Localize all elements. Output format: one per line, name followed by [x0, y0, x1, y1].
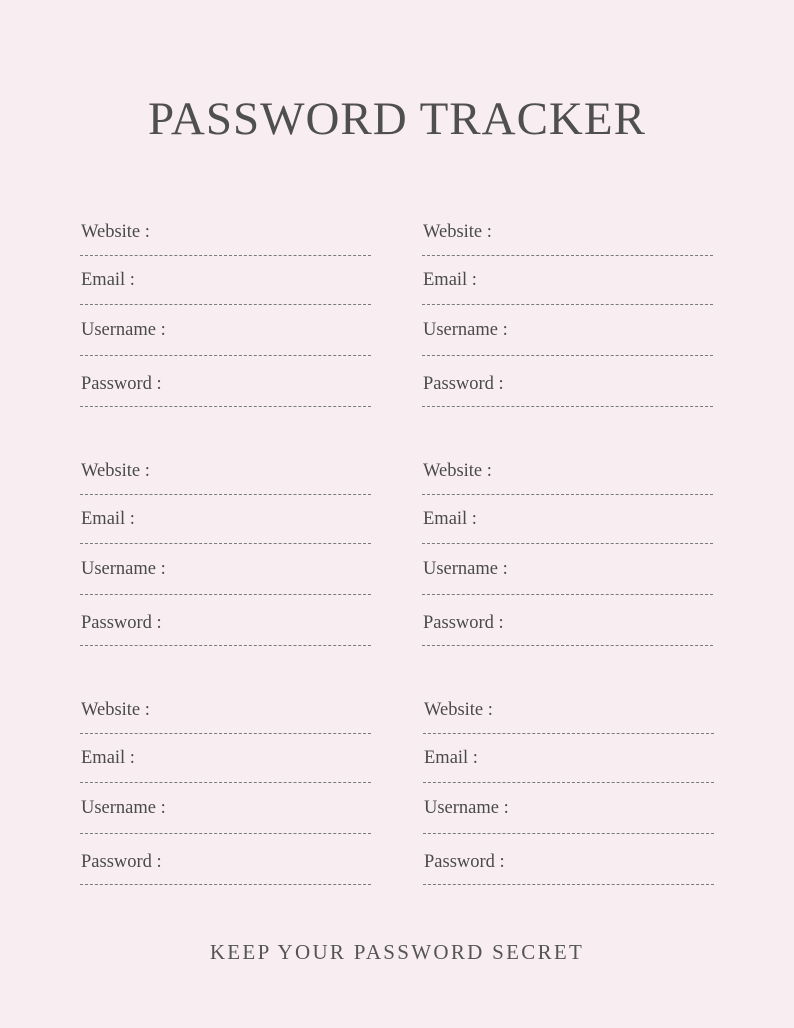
email-field[interactable] [422, 509, 714, 533]
password-write-line[interactable] [422, 645, 713, 646]
email-write-line[interactable] [422, 304, 713, 305]
password-write-line[interactable] [422, 406, 713, 407]
username-field[interactable] [422, 320, 714, 344]
password-field[interactable] [422, 613, 714, 637]
username-write-line[interactable] [423, 833, 714, 834]
password-label: Password : [81, 613, 162, 633]
website-label: Website : [424, 700, 493, 720]
username-field[interactable] [423, 798, 715, 822]
website-field[interactable] [80, 700, 372, 724]
email-field[interactable] [423, 748, 715, 772]
email-label: Email : [81, 270, 135, 290]
email-write-line[interactable] [80, 304, 371, 305]
email-label: Email : [81, 748, 135, 768]
email-label: Email : [423, 509, 477, 529]
username-write-line[interactable] [422, 355, 713, 356]
email-write-line[interactable] [80, 782, 371, 783]
username-label: Username : [81, 798, 166, 818]
username-label: Username : [81, 320, 166, 340]
password-field[interactable] [80, 613, 372, 637]
username-write-line[interactable] [80, 355, 371, 356]
username-write-line[interactable] [422, 594, 713, 595]
password-write-line[interactable] [423, 884, 714, 885]
website-write-line[interactable] [80, 255, 371, 256]
username-label: Username : [423, 559, 508, 579]
password-field[interactable] [423, 852, 715, 876]
email-label: Email : [81, 509, 135, 529]
email-write-line[interactable] [422, 543, 713, 544]
password-write-line[interactable] [80, 645, 371, 646]
website-write-line[interactable] [422, 494, 713, 495]
website-label: Website : [81, 222, 150, 242]
footer-reminder: KEEP YOUR PASSWORD SECRET [209, 940, 585, 964]
website-label: Website : [81, 700, 150, 720]
website-write-line[interactable] [80, 733, 371, 734]
password-label: Password : [81, 852, 162, 872]
website-write-line[interactable] [80, 494, 371, 495]
website-write-line[interactable] [423, 733, 714, 734]
username-label: Username : [423, 320, 508, 340]
email-write-line[interactable] [80, 543, 371, 544]
username-field[interactable] [80, 559, 372, 583]
website-label: Website : [81, 461, 150, 481]
password-write-line[interactable] [80, 406, 371, 407]
username-write-line[interactable] [80, 594, 371, 595]
password-label: Password : [424, 852, 505, 872]
email-label: Email : [423, 270, 477, 290]
email-field[interactable] [80, 748, 372, 772]
email-label: Email : [424, 748, 478, 768]
website-write-line[interactable] [422, 255, 713, 256]
page-title: PASSWORD TRACKER [148, 93, 646, 145]
password-label: Password : [81, 374, 162, 394]
email-field[interactable] [80, 270, 372, 294]
email-field[interactable] [422, 270, 714, 294]
website-label: Website : [423, 461, 492, 481]
username-write-line[interactable] [80, 833, 371, 834]
password-label: Password : [423, 374, 504, 394]
email-write-line[interactable] [423, 782, 714, 783]
username-label: Username : [424, 798, 509, 818]
username-label: Username : [81, 559, 166, 579]
website-field[interactable] [423, 700, 715, 724]
website-label: Website : [423, 222, 492, 242]
website-field[interactable] [80, 461, 372, 485]
website-field[interactable] [80, 222, 372, 246]
password-field[interactable] [422, 374, 714, 398]
username-field[interactable] [80, 798, 372, 822]
website-field[interactable] [422, 461, 714, 485]
password-field[interactable] [80, 852, 372, 876]
website-field[interactable] [422, 222, 714, 246]
username-field[interactable] [80, 320, 372, 344]
password-write-line[interactable] [80, 884, 371, 885]
email-field[interactable] [80, 509, 372, 533]
username-field[interactable] [422, 559, 714, 583]
password-field[interactable] [80, 374, 372, 398]
password-label: Password : [423, 613, 504, 633]
